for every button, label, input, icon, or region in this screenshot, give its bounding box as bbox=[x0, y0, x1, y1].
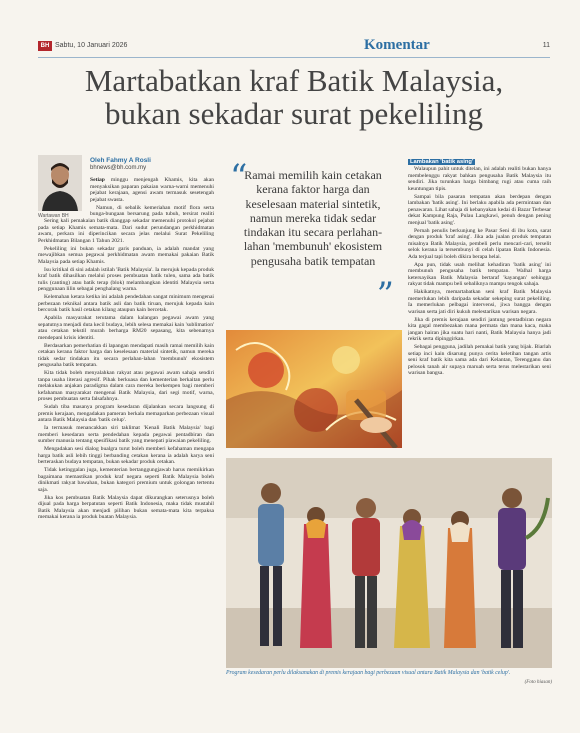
paragraph: Tidak ketinggalan juga, kementerian bertanggungjawab harus memikirkan bagaimana memastikan produk kraf negara seperti Batik Malaysia boleh dinikmati rakyat bawahan, bukan kategori premium untuk golongan tertentu saja. bbox=[38, 467, 214, 493]
batik-painting-image bbox=[226, 330, 402, 448]
headline-line-2: bukan sekadar surat pekeliling bbox=[105, 96, 483, 131]
paragraph: Berdasarkan pemerhatian di lapangan mendapati masih ramai memilih kain cetakan kerana faktor harga dan keselesaan material sintetik, namun mereka tidak sedar tindakan itu secara perlahan-lahan 'membunuh' ekosistem pengusaha batik tempatan. bbox=[38, 342, 214, 368]
author-name: Oleh Fahmy A Rosli bbox=[90, 157, 151, 164]
headline-line-1: Martabatkan kraf Batik Malaysia, bbox=[84, 63, 504, 98]
photo-caption: Program kesedaran perlu dilaksanakan di premis kerajaan bagi perbezaan visual antara Batik Malaysia dan 'batik celup'. bbox=[226, 670, 511, 676]
author-email: bhnews@bh.com.my bbox=[90, 165, 147, 171]
paragraph: Jika kos pembuatan Batik Malaysia dapat dikurangkan seterusnya boleh dijual pada harga berpatutan seperti Batik Indonesia, maka tidak mustahil Batik Malaysia akan menjadi pilihan bukan semata-mata kita terpaksa memakai kerana ia produk buatan Malaysia. bbox=[38, 494, 214, 520]
paragraph: Apa pun, tidak usah melihat kehadiran 'batik asing' ini membunuh pengusaha batik tempatan. Walhal harga ketersayikan Batik Malaysia bertaraf 'kayangan' sehingga rakyat tidak mampu beli sebaliknya mampu tengok sahaja. bbox=[408, 261, 551, 287]
paragraph: Apabila masyarakat terutama dalam kalangan pegawai awam yang sepatutnya menjadi duta kecil budaya, lebih selesa memakai kain 'sublimation' atau cetakan tekstil murah berharga RM20 sepasang, kita sebenarnya mendepani krisis identiti. bbox=[38, 315, 214, 341]
headline bbox=[38, 64, 550, 130]
paragraph: Isu kritikal di sini adalah istilah 'Batik Malaysia'. Ia merujuk kepada produk kraf batik dihasilkan melalui proses pembuatan batik tulen, sama ada batik tulis (canting) atau batik terap (blok) melambangkan identiti Malaysia serta penggunaan lilin sebagai penghalang warna. bbox=[38, 266, 214, 292]
page-number: 11 bbox=[542, 42, 550, 49]
issue-date: Sabtu, 10 Januari 2026 bbox=[55, 42, 128, 49]
paragraph: Sudah tiba masanya program kesedaran dijalankan secara langsung di premis kerajaan, mengadakan pameran berkala memaparkan perbezaan visual antara Batik Malaysia dan 'batik celup'. bbox=[38, 404, 214, 423]
paragraph: Sering kali pemakaian batik dianggap sekadar memenuhi protokol pejabat pada setiap Khamis semata-mata. Dari sudut perundangan perkhidmatan awam, perkara ini diperincikan secara jelas melalui Surat Pekeliling Perkhidmatan Bilangan 1 Tahun 2021. bbox=[38, 218, 214, 244]
paragraph: Pekeliling ini bukan sekadar garis panduan, ia adalah mandat yang mewajibkan semua pegawai perkhidmatan awam memakai pakaian Batik Malaysia pada setiap Khamis. bbox=[38, 245, 214, 265]
paragraph: Walaupun pahit untuk ditelan, ini adalah realiti bukan hanya membelenggu rakyat bahkan pengusaha Batik Malaysia itu sendiri. Jika turunkan harga bimbang rugi atau cuma raih keuntungan tipis. bbox=[408, 166, 551, 192]
paragraph: Hakikatnya, memartabatkan seni kraf Batik Malaysia memerlukan lebih daripada sekadar sekeping surat pekeliling. Ia memerlukan pelbagai intervensi, jiwa bangga dengan warisan serta jati diri kukuh melestarikan warisan negara. bbox=[408, 289, 551, 315]
article-lead bbox=[90, 177, 214, 217]
lead-text: minggu menjengah Khamis, kita akan menyaksikan paparan pakaian warna-warni memenuhi pejabat kerajaan, agensi awam termasuk sesetengah pejabat swasta. bbox=[90, 177, 214, 203]
article-column-3 bbox=[408, 155, 551, 455]
article-column-1 bbox=[38, 218, 214, 613]
paragraph: Mengadakan sesi dialog bualgra turut boleh memberi kefahaman mengapa harga batik asli lebih tinggi berbanding cetakan kerana ia adalah karya seni berteraskan budaya tempatan, bukan sekadar produk cetakan. bbox=[38, 446, 214, 465]
page-header bbox=[38, 37, 550, 54]
paragraph: Sebagai pengguna, jadilah pemakai batik yang bijak. Biarlah setiap inci kain disarung punya cerita keletihan tangan artis seni kraf batik kita sama ada dari Kelantan, Terengganu dan pelosok tanah air supaya maruah serta terus melestarikan seni warisan bangsa. bbox=[408, 344, 551, 376]
lead-bold-word: Setiap bbox=[90, 177, 105, 183]
close-quote-icon: ” bbox=[376, 275, 394, 315]
paragraph: Sampai bila pasaran tempatan akan berdepan dengan lambakan 'batik asing'. Ini berlaku apabila ada permintaan dan penawaran. Lihat sahaja di kebanyakan kedai di Bazar Terbesar dekat Kampung Raja, Pulau Langkawi, penuh dengan pening menjual 'batik asing'. bbox=[408, 193, 551, 226]
bh-logo: BH bbox=[38, 41, 52, 51]
open-quote-icon: “ bbox=[230, 157, 248, 197]
paragraph: Kita tidak boleh menyalahkan rakyat atau pegawai awam sahaja sendiri tanpa usaha literasi agresif. Pihak berkuasa dan kementerian berkaitan perlu melakukan anjakan paradigma dalam cara mereka berkempen bagi memberi kefahaman masyarakat mengenai Batik Malaysia, dari segi motif, warna, proses pembuatan serta falsafahnya. bbox=[38, 370, 214, 402]
author-photo-caption: Wartawan BH bbox=[38, 213, 69, 219]
pull-quote-text: Ramai memilih kain cetakan kerana faktor harga dan keselesaan material sintetik, namun mereka tidak sedar tindakan itu secara perlahan-lahan 'membunuh' ekosistem pengusaha batik tempatan bbox=[243, 168, 383, 268]
group-photo bbox=[226, 458, 552, 668]
paragraph: Pernah penulis berkunjung ke Pasar Seni di ibu kota, sarat dengan produk 'kraf asing'. Jika ada jualan produk tempatan misalnya Batik Malaysia, pembeli perlu mencari-cari, terselit selok kerana ia tersembunyi di celah lipatan Batik Indonesia. Ada terjual tapi boleh dikira berapa helai. bbox=[408, 227, 551, 260]
paragraph: Namun, di sebalik kemeriahan motif flora serta bunga-bungaan bersarung pada tubuh, tersirat realiti bbox=[90, 204, 214, 217]
paragraph: Jika di premis kerajaan sendiri jantung pentadbiran negara kita gagal membezakan mana permata dan mana kaca, maka jangan hairan jika suatu hari nanti, Batik Malaysia hanya jadi rekrik serta dipinggirkan. bbox=[408, 316, 551, 342]
pull-quote bbox=[226, 157, 398, 322]
photo-credit: (Foto hiasan) bbox=[524, 680, 552, 685]
paragraph: Kelemahan ketara ketika ini adalah pendedahan sangat minimum mengenai perbezaan teknikal antara batik asli dan batik tiruan, merujuk kepada kain bercorak batik hasil cetakan kilang ataupun kain bercetak. bbox=[38, 294, 214, 313]
paragraph: Ia termasuk menancakkan siri taklimat 'Kenali Batik Malaysia' bagi memberi kesedaran serta pendedahan kepada pegawai pentadbiran dan sumber manusia tentang spesifikasi batik yang menepati piawaian pekeliling. bbox=[38, 425, 214, 444]
section-title: Komentar bbox=[364, 37, 430, 53]
subheading: Lambakan 'batik asing' bbox=[410, 158, 474, 165]
author-photo bbox=[38, 155, 82, 211]
header-rule bbox=[38, 57, 550, 58]
